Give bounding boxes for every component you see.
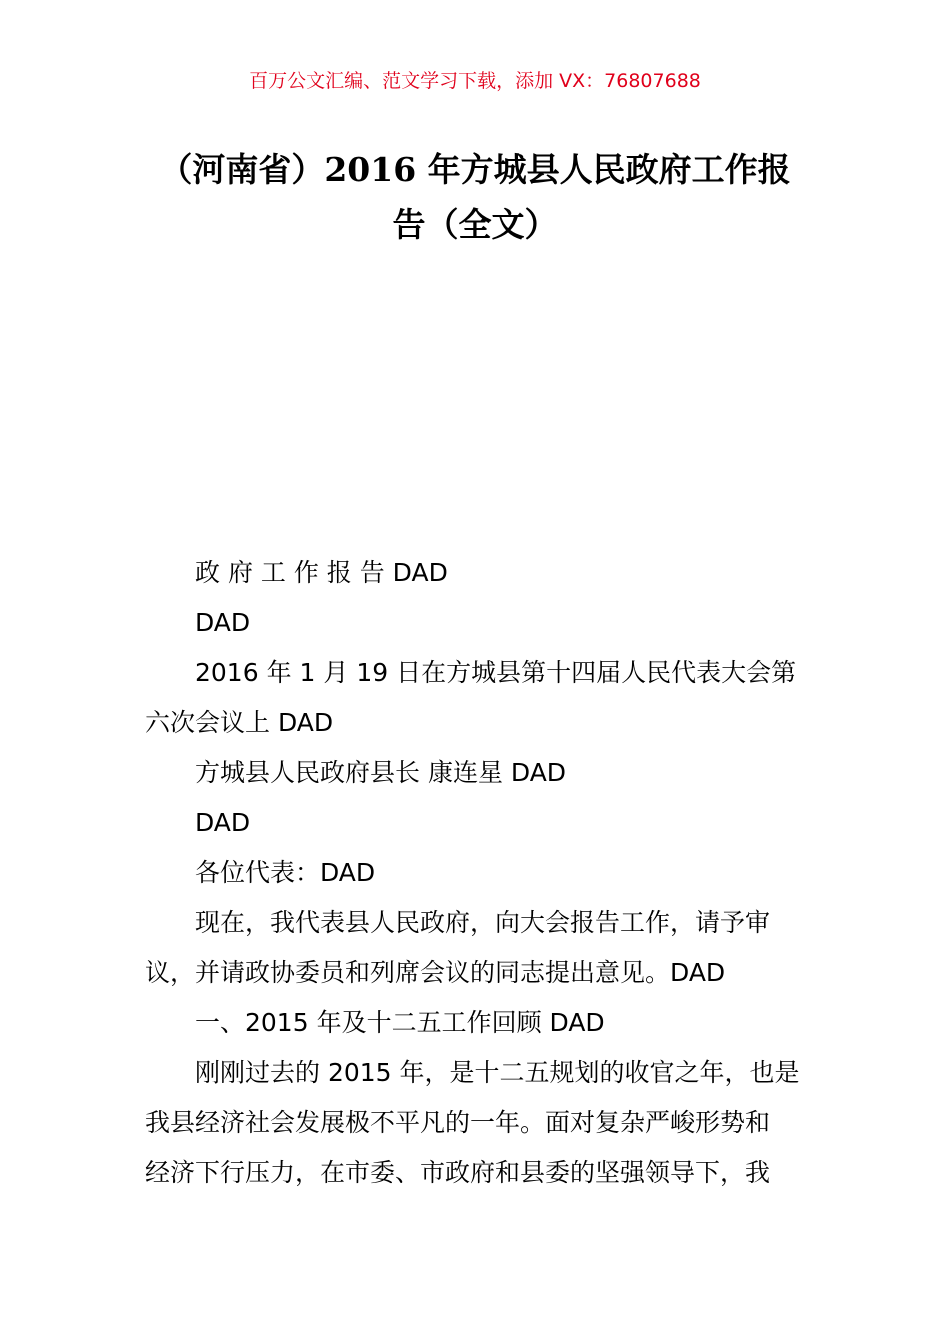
header-banner: 百万公文汇编、范文学习下载，添加 VX：76807688 (249, 70, 701, 92)
report-heading-line: 政 府 工 作 报 告 DAD (195, 558, 448, 587)
document-title (130, 142, 820, 252)
body-line: DAD (195, 808, 251, 837)
salutation-line: 各位代表：DAD (195, 858, 376, 887)
review-paragraph-line: 刚刚过去的 2015 年，是十二五规划的收官之年，也是 (195, 1058, 800, 1087)
meeting-date-line: 2016 年 1 月 19 日在方城县第十四届人民代表大会第 (195, 658, 797, 687)
review-paragraph-line: 经济下行压力，在市委、市政府和县委的坚强领导下，我 (145, 1158, 771, 1187)
body-line: DAD (195, 608, 251, 637)
document-body (145, 548, 810, 1198)
section-heading: 一、2015 年及十二五工作回顾 DAD (195, 1008, 605, 1037)
intro-paragraph-line: 议，并请政协委员和列席会议的同志提出意见。DAD (145, 958, 726, 987)
document-title-line-2: 告（全文） (392, 205, 558, 244)
meeting-date-line-cont: 六次会议上 DAD (145, 708, 334, 737)
intro-paragraph-line: 现在，我代表县人民政府，向大会报告工作，请予审 (195, 908, 771, 937)
review-paragraph-line: 我县经济社会发展极不平凡的一年。面对复杂严峻形势和 (145, 1108, 771, 1137)
document-title-line-1: （河南省）2016 年方城县人民政府工作报 (159, 150, 791, 189)
speaker-line: 方城县人民政府县长 康连星 DAD (195, 758, 567, 787)
